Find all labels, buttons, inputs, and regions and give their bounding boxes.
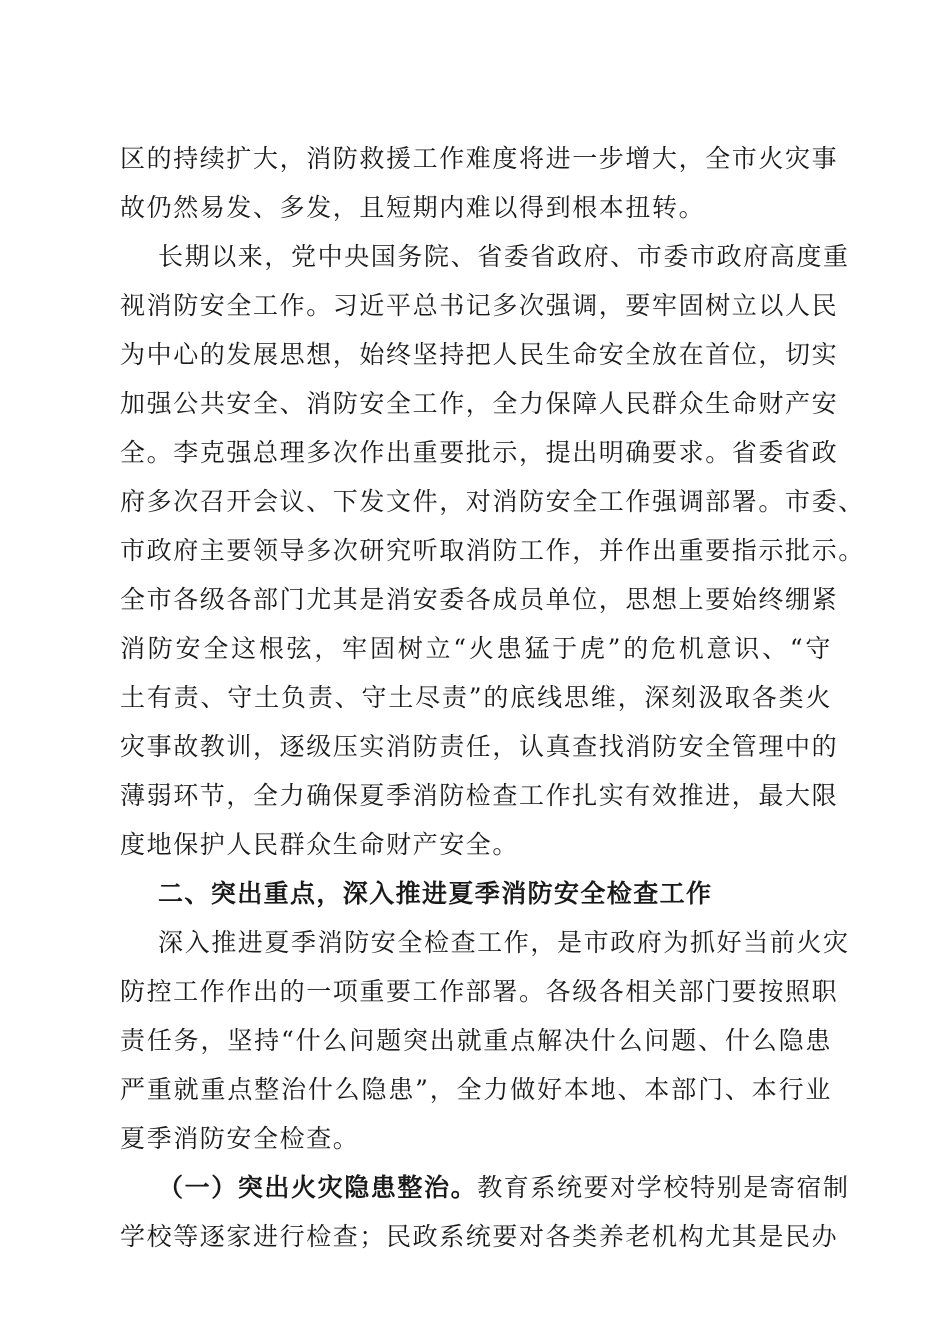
paragraph-line: 区的持续扩大，消防救援工作难度将进一步增大，全市火灾事 [120,144,839,173]
paragraph-line: 全市各级各部门尤其是消安委各成员单位，思想上要始终绷紧 [120,585,839,614]
paragraph-line: 薄弱环节，全力确保夏季消防检查工作扎实有效推进，最大限 [120,781,839,810]
paragraph-line: 责任务，坚持“什么问题突出就重点解决什么问题、什么隐患 [120,1026,832,1055]
paragraph-line: 加强公共安全、消防安全工作，全力保障人民群众生命财产安 [120,389,839,418]
paragraph-line: 全。李克强总理多次作出重要批示，提出明确要求。省委省政 [120,438,839,467]
paragraph-line: 度地保护人民群众生命财产安全。 [120,830,520,859]
paragraph-line: 府多次召开会议、下发文件，对消防安全工作强调部署。市委、 [120,487,865,516]
paragraph-line: 视消防安全工作。习近平总书记多次强调，要牢固树立以人民 [120,291,839,320]
paragraph-line: 故仍然易发、多发，且短期内难以得到根本扭转。 [120,193,706,222]
paragraph-line: 长期以来，党中央国务院、省委省政府、市委市政府高度重 [158,242,850,271]
paragraph-line: 土有责、守土负责、守土尽责”的底线思维，深刻汲取各类火 [120,683,832,712]
paragraph-line: 夏季消防安全检查。 [120,1124,360,1153]
section-heading: 二、突出重点，深入推进夏季消防安全检查工作 [158,879,713,908]
paragraph-line: 严重就重点整治什么隐患”，全力做好本地、本部门、本行业 [120,1075,832,1104]
subsection-title: （一）突出火灾隐患整治。 [158,1173,478,1202]
paragraph-line: 消防安全这根弦，牢固树立“火患猛于虎”的危机意识、“守 [120,634,832,663]
paragraph-line: 灾事故教训，逐级压实消防责任，认真查找消防安全管理中的 [120,732,839,761]
paragraph-line: 防控工作作出的一项重要工作部署。各级各相关部门要按照职 [120,977,839,1006]
paragraph-line: 为中心的发展思想，始终坚持把人民生命安全放在首位，切实 [120,340,839,369]
paragraph-line: 市政府主要领导多次研究听取消防工作，并作出重要指示批示。 [120,536,865,565]
paragraph-line: 学校等逐家进行检查；民政系统要对各类养老机构尤其是民办 [120,1222,839,1251]
subsection-text: 教育系统要对学校特别是寄宿制 [477,1173,850,1202]
subsection-line [158,1166,850,1210]
paragraph-line: 深入推进夏季消防安全检查工作，是市政府为抓好当前火灾 [158,928,850,957]
